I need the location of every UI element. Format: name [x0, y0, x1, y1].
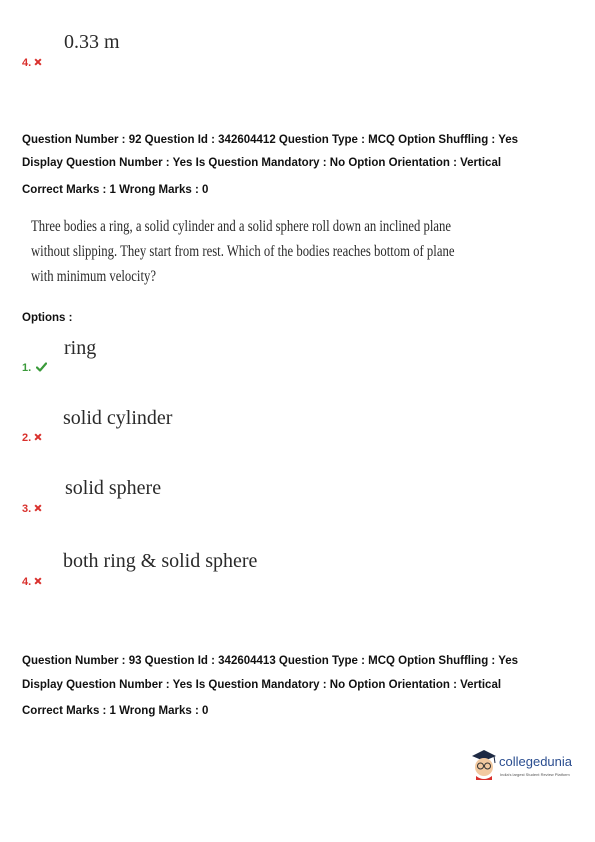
check-icon [36, 362, 47, 372]
option-1-marker [22, 358, 47, 376]
cross-icon [34, 58, 42, 66]
q92-meta-line1: Question Number : 92 Question Id : 342604412 Question Type : MCQ Option Shuffling : Yes [22, 134, 519, 146]
collegedunia-logo [470, 748, 585, 784]
logo-tagline: India's largest Student Review Platform [500, 772, 570, 777]
option-3-text: solid sphere [65, 477, 162, 499]
prev-option-4-text: 0.33 m [64, 31, 120, 53]
graduate-mascot-icon [470, 748, 498, 780]
option-2-number: 2. [22, 432, 32, 444]
option-4-text: both ring & solid sphere [63, 550, 258, 572]
option-3-marker [22, 499, 42, 517]
cross-icon [34, 433, 42, 441]
option-2-text: solid cylinder [63, 407, 173, 429]
option-1-text: ring [64, 337, 97, 359]
cross-icon [34, 504, 42, 512]
q92-meta-line2: Display Question Number : Yes Is Question Mandatory : No Option Orientation : Vertical [22, 157, 502, 169]
option-1-number: 1. [22, 362, 32, 374]
q93-meta-line1: Question Number : 93 Question Id : 342604413 Question Type : MCQ Option Shuffling : Yes [22, 655, 519, 667]
q92-text [31, 214, 454, 289]
q92-text-line2: without slipping. They start from rest. Which of the bodies reaches bottom of plane [31, 243, 455, 260]
q93-meta-line2: Display Question Number : Yes Is Question Mandatory : No Option Orientation : Vertical [22, 679, 502, 691]
q93-meta-line3: Correct Marks : 1 Wrong Marks : 0 [22, 705, 209, 717]
logo-name: collegedunia [499, 754, 573, 769]
option-2-marker [22, 428, 42, 446]
prev-option-4-marker [22, 53, 42, 71]
q92-text-line3: with minimum velocity? [31, 268, 156, 285]
q92-text-line1: Three bodies a ring, a solid cylinder and a solid sphere roll down an inclined plane [31, 218, 452, 235]
options-label: Options : [22, 312, 73, 324]
prev-option-4-number: 4. [22, 57, 32, 69]
option-4-number: 4. [22, 576, 32, 588]
option-3-number: 3. [22, 503, 32, 515]
option-4-marker [22, 572, 42, 590]
cross-icon [34, 577, 42, 585]
q92-meta-line3: Correct Marks : 1 Wrong Marks : 0 [22, 184, 209, 196]
